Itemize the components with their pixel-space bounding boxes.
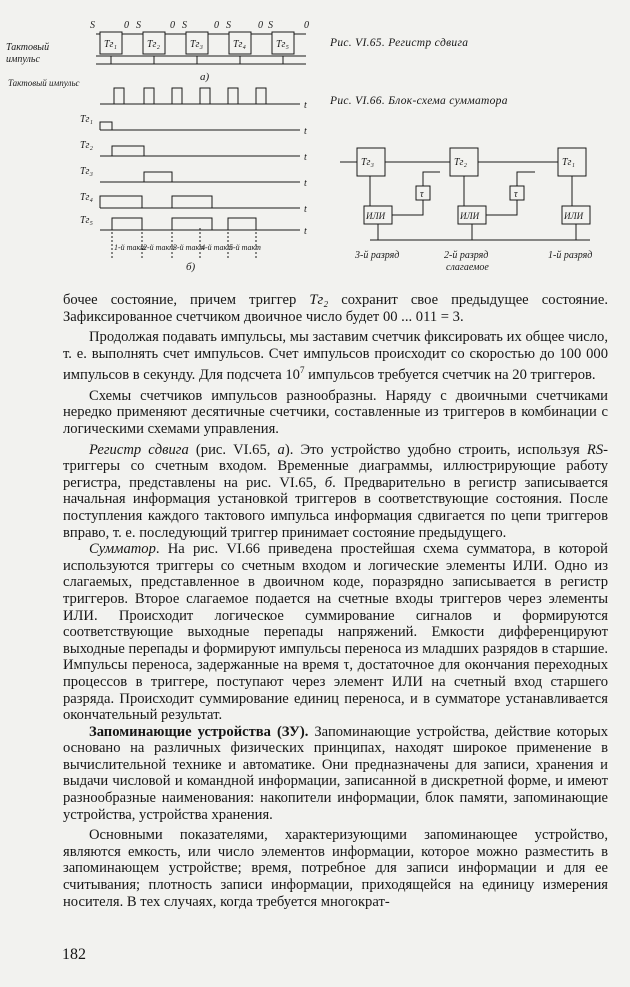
tact-label-2: 2-й такт <box>143 243 175 252</box>
tact-label-4: 4-й такт <box>201 243 233 252</box>
rank-2-label: 2-й разряд <box>444 250 489 261</box>
fig-top-input-6: 0 <box>214 20 219 31</box>
figure-caption-vi65: Рис. VI.65. Регистр сдвига <box>330 37 469 49</box>
delay-tau-2: τ <box>514 189 518 200</box>
timing-tg3: Тг₃ <box>80 166 93 177</box>
rank-3-label: 3-й разряд <box>355 250 400 261</box>
fig-top-input-2: 0 <box>124 20 129 31</box>
adder-trigger-1: Тг₁ <box>562 157 575 168</box>
or-gate-2: ИЛИ <box>460 211 480 221</box>
fig-trigger-1: Тг₁ <box>104 39 117 50</box>
t-axis-4: t <box>304 178 307 189</box>
t-axis-5: t <box>304 204 307 215</box>
figure-vi65-vi66 <box>0 0 630 290</box>
fig-top-input-8: 0 <box>258 20 263 31</box>
page-number: 182 <box>62 946 86 963</box>
fig-top-input-9: S <box>268 20 273 31</box>
paragraph-3: Схемы счетчиков импульсов разнообразны. Наряду с двоичными счетчиками нередко применяют десятичные счетчики, составленные из триггеров в комбинации с логическими схемами управления. <box>63 387 608 438</box>
delay-tau-1: τ <box>420 189 424 200</box>
paragraph-2: Продолжая подавать импульсы, мы заставим счетчик фиксировать их общее число, т. е. выполнять счет импульсов. Счет импульсов происходит со скоростью до 100 000 импульсов в секунду. Для подсчета $10^7$ импульсов требуется счетчик на 20 триггеров. <box>63 329 608 384</box>
body-text <box>63 292 608 910</box>
fig-top-input-5: S <box>182 20 187 31</box>
rank-1-label: 1-й разряд <box>548 250 593 261</box>
fig-clock-label-1: Тактовый <box>6 42 50 53</box>
tact-label-5: 5-й такт <box>229 243 261 252</box>
timing-tg4: Тг₄ <box>80 192 93 203</box>
adder-trigger-3: Тг₃ <box>361 157 374 168</box>
figure-caption-vi66: Рис. VI.66. Блок-схема сумматора <box>330 95 508 107</box>
paragraph-5: Сумматор. На рис. VI.66 приведена простейшая схема сумматора, в которой используются триггеры со счетным входом и логические элементы ИЛИ. Одно из слагаемых, представленное в двоичном коде, поразрядно записывается в регистр триггеров. Второе слагаемое подается на счетные входы триггеров через элементы ИЛИ. Происходит логическое суммирование сигналов и формируются соответствующие выходные перепады напряжений. Емкости дифференцируют выходные перепады и формируют импульсы переноса из младших разрядов в старшие. Импульсы переноса, задержанные на время τ, достаточное для окончания переходных процессов в триггере, поступают через элемент ИЛИ на счетный вход старшего разряда. Происходит суммирование единиц переноса, и в сумматоре устанавливается окончательный результат. <box>63 541 609 724</box>
or-gate-3: ИЛИ <box>366 211 386 221</box>
paragraph-1: бочее состояние, причем триггер Тг₂ сохранит свое предыдущее состояние. Зафиксированное счетчиком двоичное число будет 00 ... 011 = 3. <box>63 292 608 325</box>
fig-top-input-10: 0 <box>304 20 309 31</box>
paragraph-6: Запоминающие устройства (ЗУ). Запоминающие устройства, действие которых основано на различных физических принципах, находят широкое применение в вычислительной технике и автоматике. Они предназначены для записи, хранения и выдачи числовой и командной информации, записанной в дискретной форме, и имеют разнообразные наименования: накопители информации, блок памяти, запоминающие устройства, устройства хранения. <box>63 723 608 823</box>
paragraph-7: Основными показателями, характеризующими запоминающее устройство, являются емкость, или число элементов информации, которое можно разместить в запоминающем устройстве; время, потребное для записи информации и для ее считывания; плотность записи информации, приходящейся на единицу измерения носителя. В тех случаях, когда требуется многократ- <box>63 827 608 910</box>
addend-label: слагаемое <box>446 262 489 273</box>
tact-label-1: 1-й такт <box>114 243 146 252</box>
fig-clock-label-2: импульс <box>6 54 40 65</box>
or-gate-1: ИЛИ <box>564 211 584 221</box>
t-axis-6: t <box>304 226 307 237</box>
fig-top-input-3: S <box>136 20 141 31</box>
fig-top-input-4: 0 <box>170 20 175 31</box>
t-axis-2: t <box>304 126 307 137</box>
fig-label-b: б) <box>186 261 196 273</box>
timing-tg1: Тг₁ <box>80 114 93 125</box>
fig-top-input-1: S <box>90 20 95 31</box>
paragraph-4: Регистр сдвига (рис. VI.65, а). Это устройство удобно строить, используя RS-триггеры со счетным входом. Временные диаграммы, иллюстрирующие работу регистра, представлены на рис. VI.65, б. Предварительно в регистр записывается начальная информация установкой триггеров в соответствующие состояния. После поступления каждого тактового импульса информация сдвигается по цепи триггеров вправо, т. е. последующий триггер принимает состояние предыдущего. <box>63 441 608 541</box>
timing-diagram <box>100 88 300 258</box>
fig-trigger-4: Тг₄ <box>233 39 246 50</box>
fig-trigger-5: Тг₅ <box>276 39 289 50</box>
t-axis-3: t <box>304 152 307 163</box>
fig-clock-label-top: Тактовый импульс <box>8 78 80 88</box>
adder-trigger-2: Тг₂ <box>454 157 467 168</box>
t-axis-1: t <box>304 100 307 111</box>
fig-trigger-2: Тг₂ <box>147 39 160 50</box>
fig-label-a: а) <box>200 71 210 83</box>
timing-tg2: Тг₂ <box>80 140 93 151</box>
fig-trigger-3: Тг₃ <box>190 39 203 50</box>
fig-top-input-7: S <box>226 20 231 31</box>
tact-label-3: 3-й такт <box>173 243 205 252</box>
timing-tg5: Тг₅ <box>80 215 93 226</box>
